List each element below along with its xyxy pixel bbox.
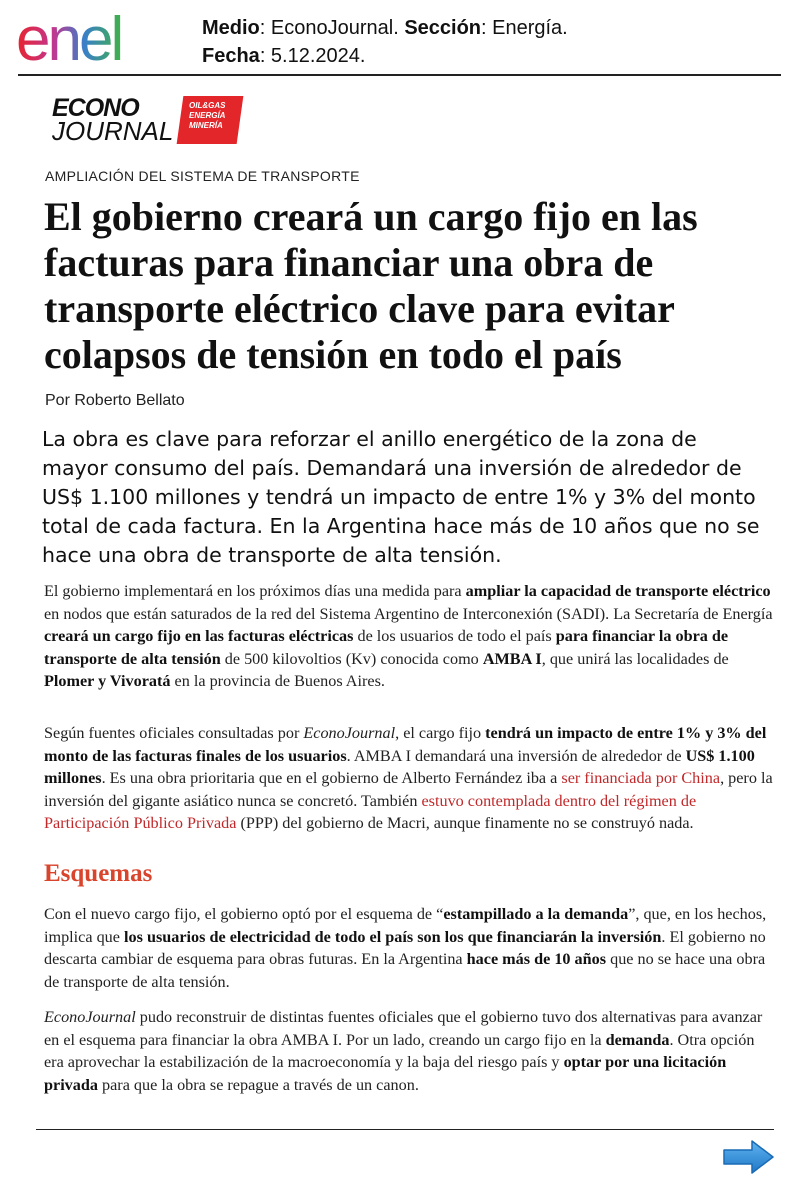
text-run: , el cargo fijo [395,724,486,742]
text-run: pudo reconstruir de distintas fuentes oficiales que el gobierno tuvo dos alternativas para avanzar en el esquema para financiar la obra AMBA I. Por un lado, creando un cargo fijo en la [44,1008,763,1049]
article-kicker: AMPLIACIÓN DEL SISTEMA DE TRANSPORTE [45,168,360,184]
bold-run: hace más de 10 años [466,950,607,968]
badge-line: MINERÍA [189,121,223,130]
footer-divider [36,1129,774,1130]
badge-line: ENERGÍA [189,111,226,120]
text-run: Con el nuevo cargo fijo, el gobierno optó por el esquema de “ [44,905,444,923]
text-run: , pero la inversión del gigante asiático nunca se concretó. También [44,769,773,810]
bold-run: demanda [605,1030,670,1049]
article-byline: Por Roberto Bellato [45,392,185,409]
fecha-value: : 5.12.2024. [259,45,366,67]
bold-run: AMBA I [482,649,542,668]
section-heading-esquemas: Esquemas [44,860,153,887]
text-run: . El gobierno no descarta cambiar de esquema para obras futuras. En la Argentina [44,927,766,968]
text-run: . Es una obra prioritaria que en el gobierno de Alberto Fernández iba a [101,769,562,787]
bold-run: US$ 1.100 millones [44,746,755,787]
text-run: . AMBA I demandará una inversión de alrededor de [346,746,686,765]
article-lead: La obra es clave para reforzar el anillo energético de la zona de mayor consumo del país. Demandará una inversión de alrededor de US$ 1.100 millones y tendrá un impacto de entre 1% y 3% del monto total de cada factura. En la Argentina hace más de 10 años que no se hace una obra de transporte de alta tensión. [42,427,760,567]
text-run: en nodos que están saturados de la red del Sistema Argentino de Interconexión (SADI). La Secretaría de Energía [44,604,773,623]
bold-run: ampliar la capacidad de transporte eléctrico [465,582,771,600]
fecha-line [202,42,568,70]
bold-run: estampillado a la demanda [443,905,629,923]
medio-line [202,14,568,42]
svg-text:enel: enel [16,6,122,70]
medio-value: : EconoJournal. [259,17,405,39]
text-run: ”, que, en los hechos, implica que [44,905,767,946]
text-run: Según fuentes oficiales consultadas por [44,724,304,742]
enel-logo [16,6,176,70]
logo-word-econo: ECONO [52,94,139,122]
bold-run: para financiar la obra de transporte de alta tensión [44,627,729,668]
clipping-header [0,0,800,76]
link-ppp-regime[interactable]: estuvo contemplada dentro del régimen de Participación Público Privada [44,791,697,832]
bold-run: tendrá un impacto de entre 1% y 3% del monto de las facturas finales de los usuarios [44,724,767,765]
paragraph-1 [44,580,774,693]
article-headline: El gobierno creará un cargo fijo en las facturas para financiar una obra de transporte eléctrico clave para evitar colapsos de tensión en todo el país [44,194,698,377]
bold-run: Plomer y Vivoratá [44,672,171,690]
logo-word-journal: JOURNAL [52,116,174,146]
paragraph-3 [44,903,774,993]
fecha-label: Fecha [202,45,260,67]
text-run: El gobierno implementará en los próximos días una medida para [44,582,466,600]
text-run: , que unirá las localidades de [541,649,729,668]
text-run: en la provincia de Buenos Aires. [170,672,385,690]
text-run: de 500 kilovoltios (Kv) conocida como [220,649,483,668]
link-china-financing[interactable]: ser financiada por China [561,769,721,787]
badge-line: OIL&GAS [189,101,226,110]
seccion-value: : Energía. [481,17,568,39]
econojournal-logo [50,94,250,150]
arrow-right-icon[interactable] [722,1138,776,1176]
bold-run: optar por una licitación privada [44,1053,727,1094]
italic-run: EconoJournal [44,1008,136,1026]
text-run: . Otra opción era aprovechar la estabilización de la macroeconomía y la baja del riesgo país y [44,1030,755,1071]
logo-badge-text [189,101,225,131]
text-run: (PPP) del gobierno de Macri, aunque finamente no se construyó nada. [236,814,694,832]
header-divider [18,74,781,76]
paragraph-2 [44,722,774,835]
paragraph-4 [44,1006,774,1096]
medio-label: Medio [202,17,260,39]
text-run: para que la obra se repague a través de un canon. [97,1075,419,1094]
bold-run: los usuarios de electricidad de todo el país son los que financiarán la inversión [124,927,662,946]
text-run: que no se hace una obra de transporte de alta tensión. [44,950,766,991]
text-run: de los usuarios de todo el país [353,627,556,645]
clipping-meta [202,14,568,70]
bold-run: creará un cargo fijo en las facturas eléctricas [44,627,354,645]
italic-run: EconoJournal [303,724,396,742]
seccion-label: Sección [404,17,482,39]
